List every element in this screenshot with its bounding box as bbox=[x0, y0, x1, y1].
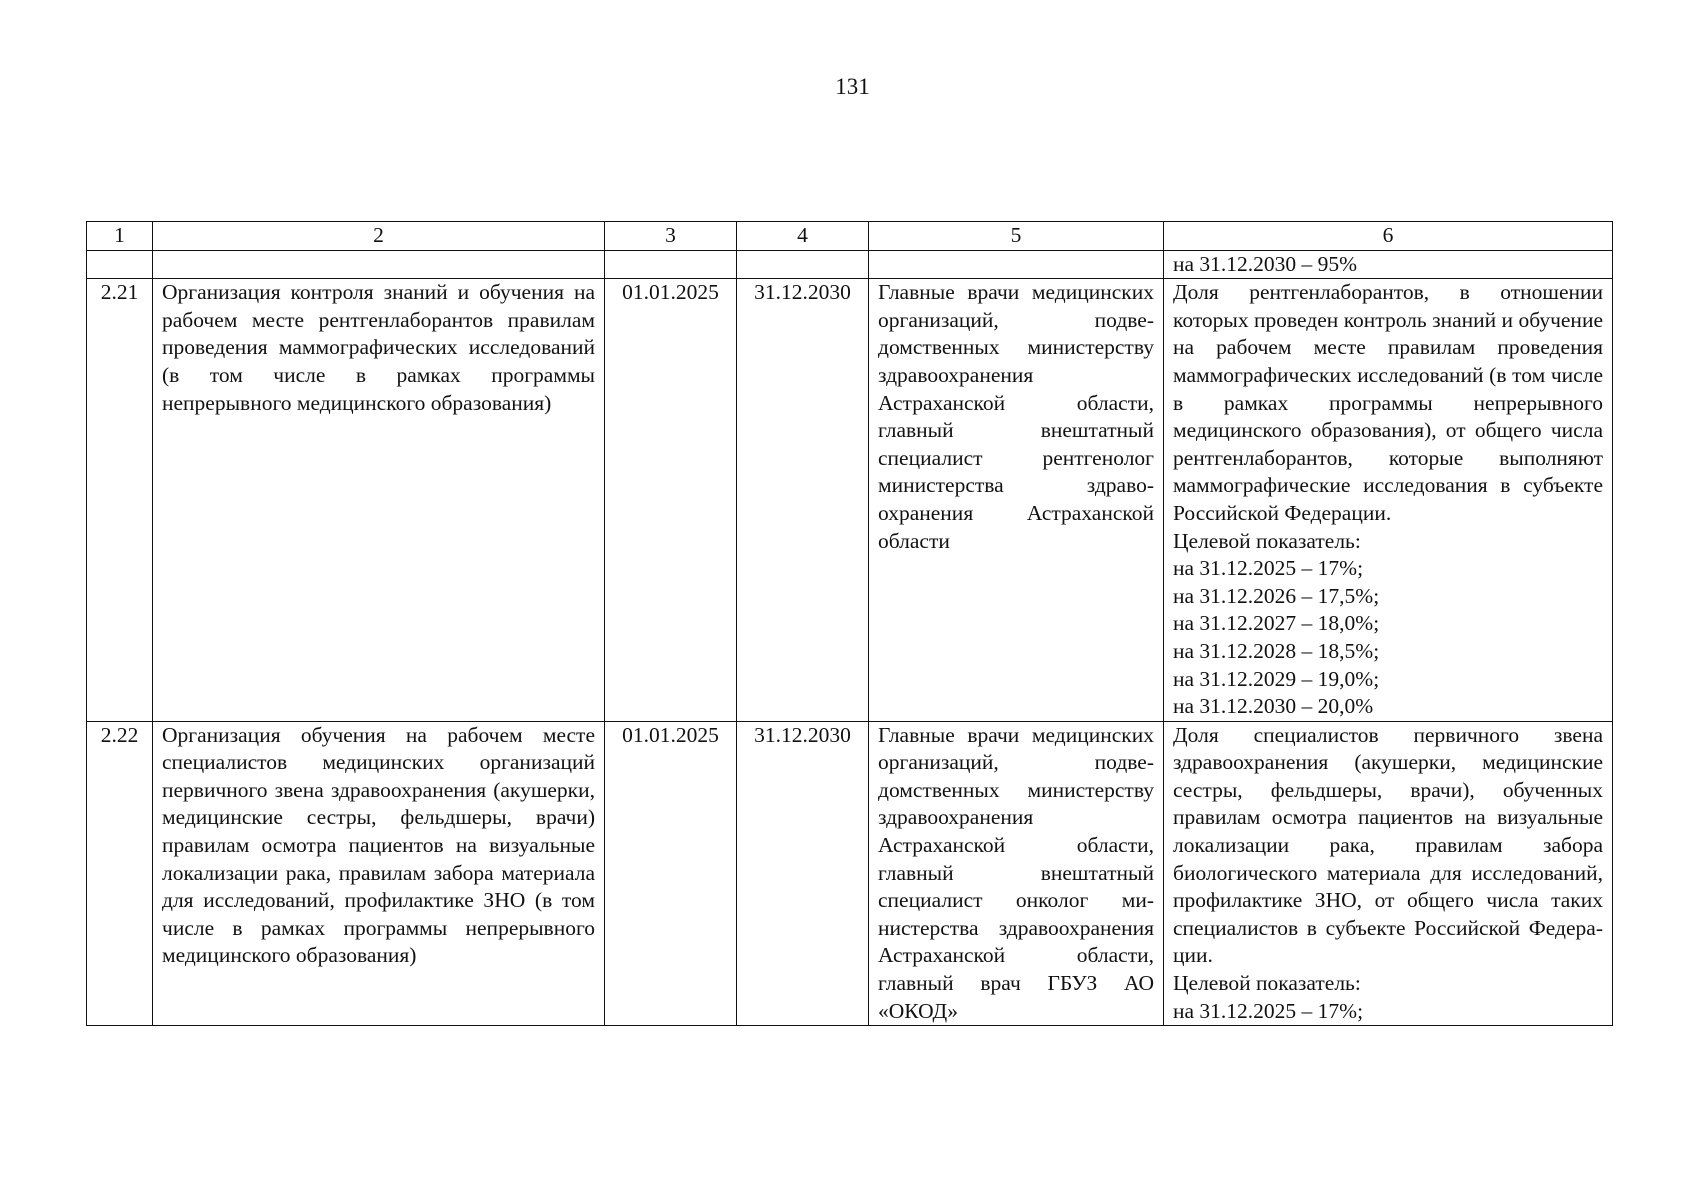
end-date: 31.12.2030 bbox=[737, 279, 869, 722]
indicator-line: на 31.12.2026 – 17,5%; bbox=[1173, 583, 1380, 608]
indicator-text: Доля рентгенлаборантов, в отношении которых проведен контроль знаний и обучение на рабочем месте правилам проведения маммографических исследований (в том числе в рамках программы непрерывного медицинского образования), от общего числа рентгенлаборантов, которые выполняют маммографические исследования в субъекте Российской Федерации. bbox=[1173, 280, 1603, 525]
indicator-line: на 31.12.2030 – 95% bbox=[1173, 251, 1358, 276]
indicator-text: Доля специалистов первичного звена здравоохранения (акушерки, медицинские сестры, фельдшеры, врачи), обученных правилам осмотра пациентов на визуальные локализации рака, правилам забора биологического материала для исследований, профилактике ЗНО, от общего числа таких специалистов в субъекте Российской Федерации. bbox=[1173, 722, 1603, 968]
column-header: 6 bbox=[1164, 222, 1613, 251]
table-header-row bbox=[87, 222, 1613, 251]
page-number: 131 bbox=[835, 74, 870, 99]
indicator-cell bbox=[1164, 721, 1613, 1026]
row-number: 2.22 bbox=[87, 721, 153, 1026]
column-header: 1 bbox=[87, 222, 153, 251]
indicator-line: на 31.12.2028 – 18,5%; bbox=[1173, 638, 1380, 663]
indicator-line: на 31.12.2025 – 17%; bbox=[1173, 998, 1364, 1023]
indicator-line: Целевой показатель: bbox=[1173, 971, 1361, 996]
indicator-line: на 31.12.2029 – 19,0%; bbox=[1173, 666, 1380, 691]
indicator-line: на 31.12.2030 – 20,0% bbox=[1173, 694, 1374, 719]
indicator-line: на 31.12.2025 – 17%; bbox=[1173, 556, 1364, 581]
table-row bbox=[87, 279, 1613, 722]
indicator-cell bbox=[1164, 279, 1613, 722]
column-header: 5 bbox=[869, 222, 1164, 251]
row-number: 2.21 bbox=[87, 279, 153, 722]
start-date: 01.01.2025 bbox=[605, 721, 737, 1026]
row-number bbox=[87, 250, 153, 279]
table-row bbox=[87, 721, 1613, 1026]
measure-cell: Организация контроля знаний и обучения на рабочем месте рентгенлаборантов правилам проведения маммографических исследований (в том числе в рамках программы непрерывного медицинского образования) bbox=[153, 279, 605, 722]
measure-cell: Организация обучения на рабочем месте специалистов медицинских организаций первичного звена здравоохранения (акушерки, медицинские сестры, фельдшеры, врачи) правилам осмотра пациентов на визуальные локализации рака, правилам забора материала для исследований, профилактике ЗНО (в том числе в рамках программы непрерывного медицинского образования) bbox=[153, 721, 605, 1026]
responsible-cell: Главные врачи медицинских организаций, подведомственных министерству здравоохранения Астраханской области, главный внештатный специалист рентгенолог министерства здравоохранения Астраханской области bbox=[869, 279, 1164, 722]
indicator-cell bbox=[1164, 250, 1613, 279]
measure-cell bbox=[153, 250, 605, 279]
column-header: 4 bbox=[737, 222, 869, 251]
indicator-line: Целевой показатель: bbox=[1173, 528, 1361, 553]
start-date bbox=[605, 250, 737, 279]
column-header: 2 bbox=[153, 222, 605, 251]
indicator-line: на 31.12.2027 – 18,0%; bbox=[1173, 611, 1380, 636]
responsible-cell: Главные врачи медицинских организаций, подведомственных министерству здравоохранения Астраханской области, главный внештатный специалист онколог министерства здравоохранения Астраханской области, главный врач ГБУЗ АО «ОКОД» bbox=[869, 721, 1164, 1026]
responsible-cell bbox=[869, 250, 1164, 279]
end-date: 31.12.2030 bbox=[737, 721, 869, 1026]
table-row bbox=[87, 250, 1613, 279]
end-date bbox=[737, 250, 869, 279]
column-header: 3 bbox=[605, 222, 737, 251]
measures-table bbox=[86, 221, 1613, 1026]
start-date: 01.01.2025 bbox=[605, 279, 737, 722]
